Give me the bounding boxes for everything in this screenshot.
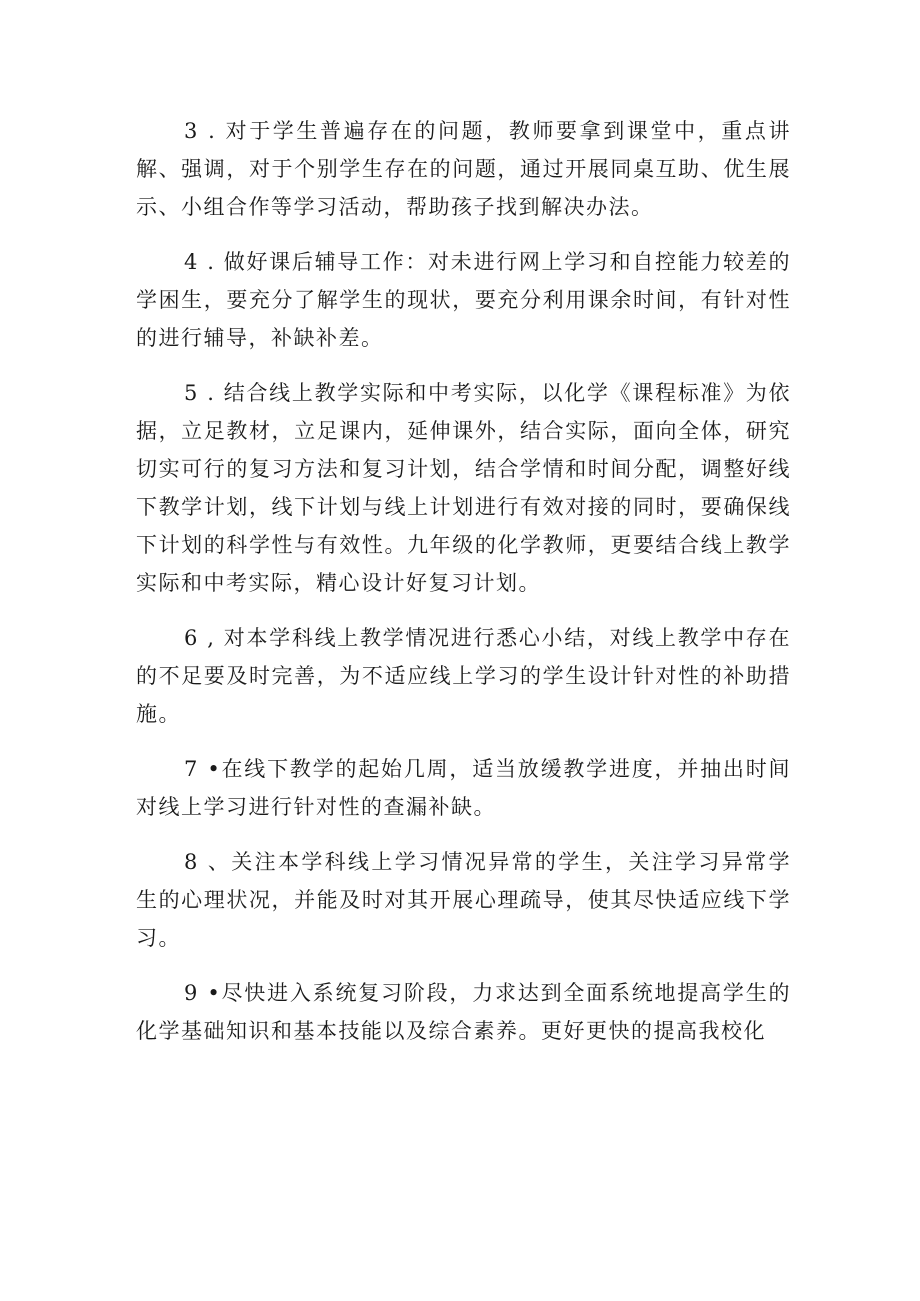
paragraph-item-9: 9 •尽快进入系统复习阶段，力求达到全面系统地提高学生的化学基础知识和基本技能以及综合素养。更好更快的提高我校化 <box>136 981 791 1043</box>
paragraph-item-3: 3 . 对于学生普遍存在的问题，教师要拿到课堂中，重点讲解、强调，对于个别学生存在的问题，通过开展同桌互助、优生展示、小组合作等学习活动，帮助孩子找到解决办法。 <box>136 119 791 219</box>
paragraph-item-5: 5 . 结合线上教学实际和中考实际，以化学《课程标准》为依据，立足教材，立足课内，延伸课外，结合实际，面向全体，研究切实可行的复习方法和复习计划，结合学情和时间分配，调整好线下教学计划，线下计划与线上计划进行有效对接的同时，要确保线下计划的科学性与有效性。九年级的化学教师，更要结合线上教学实际和中考实际，精心设计好复习计划。 <box>136 381 791 595</box>
paragraph-item-6: 6 , 对本学科线上教学情况进行悉心小结，对线上教学中存在的不足要及时完善，为不适应线上学习的学生设计针对性的补助措施。 <box>136 626 791 726</box>
paragraph-item-8: 8 、关注本学科线上学习情况异常的学生，关注学习异常学生的心理状况，并能及时对其开展心理疏导，使其尽快适应线下学习。 <box>136 850 791 950</box>
document-body <box>136 112 791 1067</box>
paragraph-item-4: 4 . 做好课后辅导工作：对未进行网上学习和自控能力较差的学困生，要充分了解学生的现状，要充分利用课余时间，有针对性的进行辅导，补缺补差。 <box>136 250 791 350</box>
paragraph-item-7: 7 •在线下教学的起始几周，适当放缓教学进度，并抽出时间对线上学习进行针对性的查漏补缺。 <box>136 757 791 819</box>
